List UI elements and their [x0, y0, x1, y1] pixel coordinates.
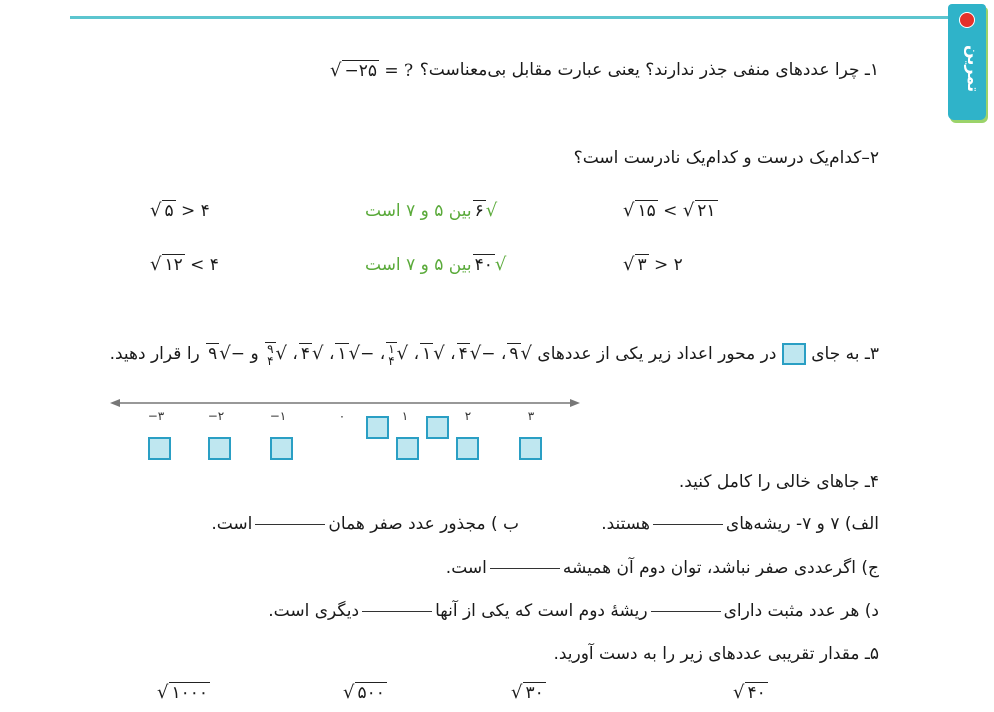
q2-r1-c2-rad: ۶	[474, 201, 484, 221]
q5-item: √ ۳۰	[511, 682, 544, 703]
q4-a-blank[interactable]	[653, 524, 723, 525]
q2-r1-c1-op: <	[663, 201, 678, 221]
q3-minus-1: −	[481, 344, 496, 364]
q3-minus-3: −	[230, 344, 246, 364]
arrow-right-icon	[570, 399, 580, 407]
arrow-left-icon	[110, 399, 120, 407]
q5-item: √ ۱۰۰۰	[157, 682, 209, 703]
q1-radicand: −۲۵	[344, 61, 377, 81]
answer-box[interactable]	[396, 437, 419, 460]
q4-a	[601, 514, 879, 534]
q5-text: ۵ـ مقدار تقریبی عددهای زیر را به دست آورید.	[553, 644, 879, 664]
answer-box[interactable]	[519, 437, 542, 460]
q1-text: ۱ـ چرا عددهای منفی جذر ندارند؟ یعنی عبارت مقابل بی‌معناست؟	[419, 60, 879, 80]
q2-r2-c1-rad: ۳	[637, 255, 647, 275]
q3-sep-5: ،	[328, 344, 335, 364]
q5-value: ۵۰۰	[357, 683, 385, 703]
q4-d	[268, 601, 879, 621]
answer-box[interactable]	[456, 437, 479, 460]
q4-b-p1: ب ) مجذور عدد صفر همان	[328, 514, 519, 534]
q3-r1: ۱	[422, 344, 432, 364]
q3-r4b: ۴	[300, 344, 311, 364]
axis-label: −۳	[147, 409, 165, 423]
q3-frac1-den: ۴	[388, 354, 395, 368]
number-line	[110, 396, 580, 410]
q3-sep-6: ،	[292, 344, 298, 364]
q3-text-a: ۳ـ به جای	[811, 344, 879, 364]
q1-rhs: = ?	[384, 61, 414, 81]
q1-expression: √ −۲۵ = ?	[330, 60, 414, 81]
answer-box[interactable]	[270, 437, 293, 460]
q2-r1-c2-tail: بین ۵ و ۷ است	[365, 201, 472, 221]
answer-box[interactable]	[148, 437, 171, 460]
q5-item: √ ۴۰	[733, 682, 766, 703]
q5-item: √ ۵۰۰	[343, 682, 385, 703]
q2-r2-c3: √ ۱۲ < ۴	[150, 254, 219, 275]
q2-r1-c3: √ ۵ > ۴	[150, 200, 210, 221]
q3-r4: ۴	[458, 344, 468, 364]
q4-c	[446, 558, 879, 578]
exercise-tab-label: تمرین	[964, 45, 983, 93]
q4-a-p2: هستند.	[601, 514, 650, 534]
q3-sep-1: ،	[500, 344, 507, 364]
q4-d-p1: د) هر عدد مثبت دارای	[723, 601, 879, 621]
q4-d-p3: دیگری است.	[268, 601, 360, 621]
q2-r2-c1: √ ۳ > ۲	[623, 254, 683, 275]
axis-label: ۲	[464, 409, 472, 423]
q3-frac1-num: ۱	[388, 342, 395, 356]
q3-sep-3: ،	[413, 344, 420, 364]
q4-c-p2: است.	[445, 558, 487, 578]
red-dot-icon	[959, 12, 975, 28]
q2-r1-c2: √۶بین ۵ و ۷ است	[365, 200, 498, 221]
q3-text: ۳ـ به جای در محور اعداد زیر یکی از عددهای √۹، −√۴، √۱، √۱ ۴، −√۱، √۴، √۹ ۴ و −√۹ را قرار دهید.	[109, 342, 879, 368]
q2-r2-c3-tail: < ۴	[190, 255, 219, 275]
q4-c-p1: ج) اگرعددی صفر نباشد، توان دوم آن همیشه	[562, 558, 879, 578]
q3-frac2-den: ۴	[267, 354, 274, 368]
q3-text-c: را قرار دهید.	[109, 344, 200, 364]
q2-r1-c3-rad: ۵	[164, 201, 174, 221]
answer-box[interactable]	[426, 416, 449, 439]
exercise-tab	[948, 4, 986, 120]
q2-r1-c1-right: ۲۱	[697, 201, 716, 221]
q2-r2-c1-tail: > ۲	[654, 255, 683, 275]
q2-r2-c3-rad: ۱۲	[164, 255, 183, 275]
answer-box[interactable]	[208, 437, 231, 460]
axis-label: −۲	[207, 409, 225, 423]
q5-value: ۴۰	[747, 683, 766, 703]
q4-b-p2: است.	[211, 514, 253, 534]
q3-box-icon	[782, 343, 806, 365]
q3-minus-2: −	[360, 344, 375, 364]
axis-label: ۳	[527, 409, 535, 423]
answer-box[interactable]	[366, 416, 389, 439]
q4-c-blank[interactable]	[490, 568, 560, 569]
axis-label: −۱	[269, 409, 287, 423]
q3-frac2-num: ۹	[267, 342, 274, 356]
q2-r2-c2-rad: ۴۰	[474, 255, 493, 275]
q3-and: و	[250, 344, 259, 364]
q4-b	[211, 514, 519, 534]
q4-a-p1: الف) ۷ و ۷- ریشه‌های	[725, 514, 879, 534]
axis-label: ۰	[338, 409, 346, 423]
q3-sep-2: ،	[450, 344, 456, 364]
q5-value: ۱۰۰۰	[171, 683, 209, 703]
q3-r9: ۹	[509, 344, 519, 364]
q3-r9b: ۹	[208, 344, 218, 364]
q4-b-blank[interactable]	[255, 524, 325, 525]
top-rule	[70, 16, 950, 19]
q3-r1b: ۱	[337, 344, 347, 364]
q4-d-blank-2[interactable]	[362, 611, 432, 612]
q2-text: ۲–کدام‌یک درست و کدام‌یک نادرست است؟	[573, 148, 879, 168]
q3-sep-4: ،	[379, 344, 386, 364]
q2-r1-c1: √ ۱۵ < √ ۲۱	[623, 200, 716, 221]
q5-value: ۳۰	[525, 683, 544, 703]
q2-r1-c3-tail: > ۴	[181, 201, 210, 221]
q3-text-b: در محور اعداد زیر یکی از عددهای	[537, 344, 777, 364]
axis-label: ۱	[401, 409, 409, 423]
q4-d-p2: ریشهٔ دوم است که یکی از آنها	[435, 601, 648, 621]
q2-r1-c1-left: ۱۵	[637, 201, 656, 221]
q2-r2-c2: √۴۰بین ۵ و ۷ است	[365, 254, 507, 275]
q4-text: ۴ـ جاهای خالی را کامل کنید.	[678, 472, 879, 492]
q4-d-blank-1[interactable]	[651, 611, 721, 612]
q2-r2-c2-tail: بین ۵ و ۷ است	[365, 255, 472, 275]
